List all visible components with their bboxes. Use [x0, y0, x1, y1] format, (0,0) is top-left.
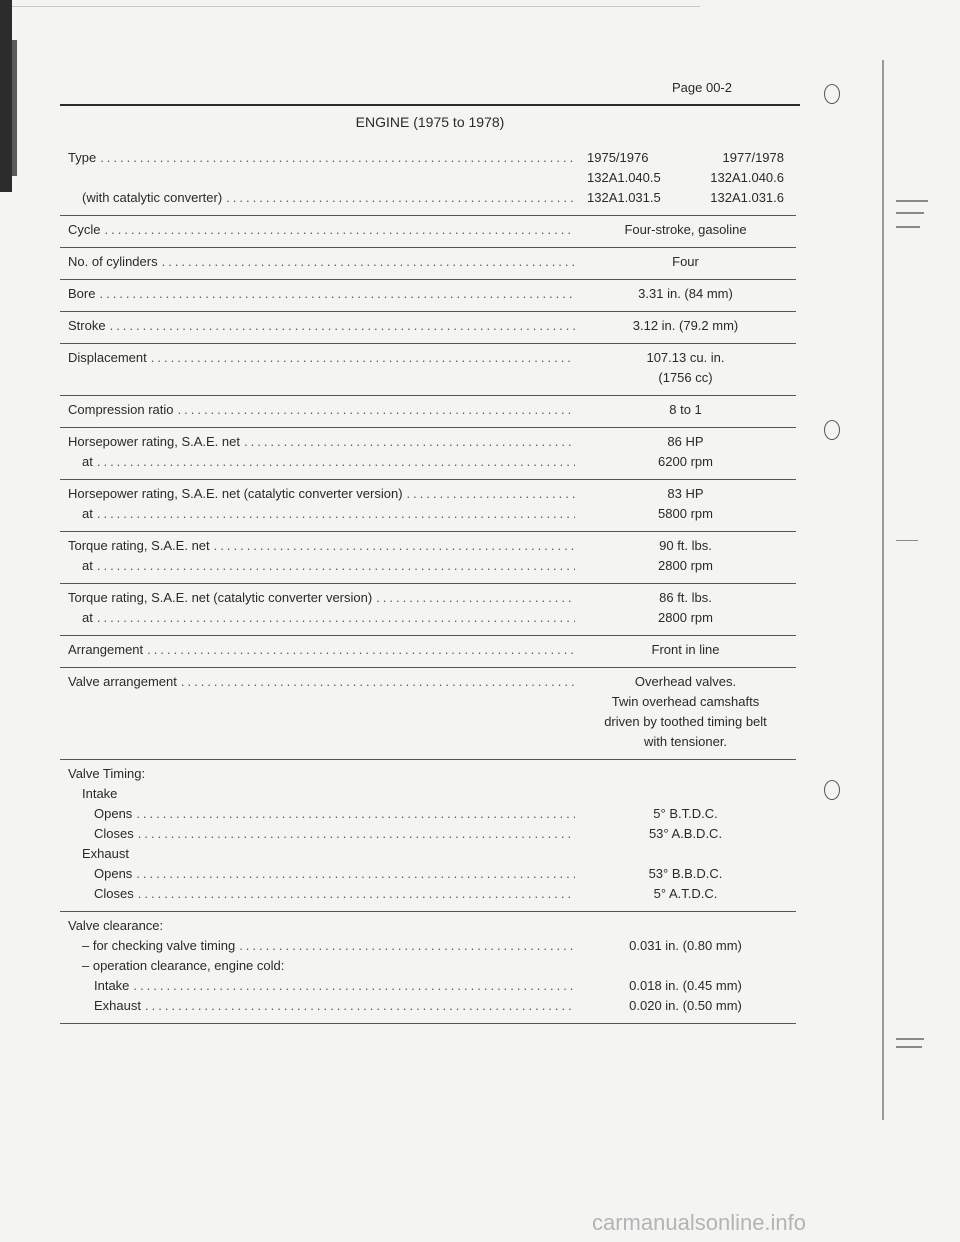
spec-value-text: [575, 916, 796, 936]
page-header: [60, 72, 800, 106]
spec-value: [575, 484, 796, 524]
leader-dots: [214, 536, 575, 556]
spec-value-text: Twin overhead camshafts: [611, 694, 760, 709]
spec-value-text: [575, 844, 796, 864]
spec-table: [60, 144, 796, 1024]
spec-label-line: [68, 400, 575, 420]
spec-label-text: Exhaust: [94, 998, 141, 1013]
spec-label: [60, 348, 575, 388]
spec-label-line: [68, 284, 575, 304]
spec-value-text: 5° A.T.D.C.: [653, 886, 718, 901]
spec-label: [60, 484, 575, 524]
spec-label-text: Bore: [68, 286, 96, 301]
spec-value-text: [575, 784, 796, 804]
spec-row-torque-cat: [60, 583, 796, 635]
spec-label: [60, 252, 575, 272]
spec-value-row: [575, 168, 796, 188]
spec-value-text: 5800 rpm: [658, 506, 713, 521]
spec-label: [60, 432, 575, 472]
leader-dots: [133, 976, 575, 996]
leader-dots: [162, 252, 575, 272]
scan-edge-mark: [896, 226, 920, 228]
spec-value: [575, 432, 796, 472]
spec-value-text: 53° A.B.D.C.: [648, 826, 723, 841]
scan-edge-mark: [896, 212, 924, 214]
spec-label-line: [68, 844, 575, 864]
spec-value-text: 8 to 1: [669, 402, 702, 417]
leader-dots: [145, 996, 575, 1016]
spec-value: [575, 536, 796, 576]
spec-label-line: [68, 672, 575, 692]
section-tab-marker-inner: [12, 40, 17, 176]
spec-label-text: at: [82, 610, 93, 625]
spec-label: [60, 640, 575, 660]
leader-dots: [97, 556, 575, 576]
spec-label-text: Valve clearance:: [68, 918, 164, 933]
scan-edge-mark: [896, 1038, 924, 1040]
scan-edge-mark: [896, 540, 918, 541]
spec-label-text: Cycle: [68, 222, 101, 237]
punch-hole: [824, 420, 840, 440]
spec-value-text: with tensioner.: [643, 734, 728, 749]
watermark: carmanualsonline.info: [592, 1210, 807, 1235]
spec-label-line: [68, 884, 575, 904]
spec-label-line: [68, 188, 575, 208]
leader-dots: [138, 884, 575, 904]
leader-dots: [178, 400, 576, 420]
leader-dots: [244, 432, 575, 452]
spec-label-line: [68, 916, 575, 936]
leader-dots: [97, 608, 575, 628]
leader-dots: [136, 804, 575, 824]
spec-label-line: [68, 348, 575, 368]
leader-dots: [151, 348, 575, 368]
spec-label-line: [68, 504, 575, 524]
spec-label-text: Opens: [94, 866, 133, 881]
leader-dots: [76, 168, 575, 188]
spec-label-line: [68, 956, 575, 976]
spec-label-line: [68, 148, 575, 168]
spec-label-text: Horsepower rating, S.A.E. net (catalytic converter version): [68, 486, 403, 501]
spec-label-text: Type: [68, 150, 97, 165]
spec-row-stroke: [60, 311, 796, 343]
spec-value-text: 132A1.040.6: [710, 170, 784, 185]
spec-value-text: Front in line: [651, 642, 720, 657]
spec-row-arrangement: [60, 635, 796, 667]
leader-dots: [149, 764, 575, 784]
spec-label-text: No. of cylinders: [68, 254, 158, 269]
spec-label-text: Intake: [82, 786, 118, 801]
punch-hole: [824, 780, 840, 800]
leader-dots: [97, 504, 575, 524]
spec-label-line: [68, 168, 575, 188]
spec-value-text: 86 HP: [667, 434, 704, 449]
binding-edge-line: [882, 60, 884, 1120]
spec-label-line: [68, 804, 575, 824]
spec-label-text: Compression ratio: [68, 402, 174, 417]
spec-label: [60, 764, 575, 904]
spec-label-line: [68, 608, 575, 628]
spec-value-text: 132A1.031.6: [710, 190, 784, 205]
spec-value-text: 6200 rpm: [658, 454, 713, 469]
spec-label-text: at: [82, 506, 93, 521]
spec-row-valve-clearance: [60, 911, 796, 1024]
leader-dots: [226, 188, 575, 208]
spec-row-bore: [60, 279, 796, 311]
leader-dots: [181, 672, 575, 692]
spec-label-line: [68, 936, 575, 956]
spec-label-text: at: [82, 558, 93, 573]
spec-value-text: 1977/1978: [722, 150, 784, 165]
spec-value-text: 0.031 in. (0.80 mm): [629, 938, 742, 953]
spec-label-line: [68, 784, 575, 804]
spec-row-hp: [60, 427, 796, 479]
spec-label-line: [68, 252, 575, 272]
spec-value-text: 90 ft. lbs.: [659, 538, 712, 553]
spec-value-text: [575, 956, 796, 976]
spec-label: [60, 148, 575, 208]
leader-dots: [288, 956, 575, 976]
spec-value-text: 0.020 in. (0.50 mm): [629, 998, 742, 1013]
leader-dots: [147, 640, 575, 660]
spec-label-line: [68, 640, 575, 660]
leader-dots: [376, 588, 575, 608]
leader-dots: [167, 916, 575, 936]
spec-label-text: Opens: [94, 806, 133, 821]
spec-label-text: Valve Timing:: [68, 766, 146, 781]
spec-value-text: 5° B.T.D.C.: [653, 806, 718, 821]
spec-value: [575, 220, 796, 240]
leader-dots: [105, 220, 575, 240]
spec-row-cylinders: [60, 247, 796, 279]
spec-label-text: Exhaust: [82, 846, 129, 861]
spec-label-line: [68, 764, 575, 784]
spec-label-text: Valve arrangement: [68, 674, 177, 689]
spec-value-text: 2800 rpm: [658, 558, 713, 573]
spec-label-line: [68, 484, 575, 504]
spec-label: [60, 588, 575, 628]
section-title: ENGINE (1975 to 1978): [355, 114, 505, 130]
spec-label-line: [68, 452, 575, 472]
spec-value: [575, 148, 796, 208]
spec-label-text: Torque rating, S.A.E. net (catalytic converter version): [68, 590, 373, 605]
spec-label-text: Arrangement: [68, 642, 144, 657]
spec-value: [575, 672, 796, 752]
spec-label-text: Closes: [94, 826, 134, 841]
spec-row-valve-arrangement: [60, 667, 796, 759]
spec-row-valve-timing: [60, 759, 796, 911]
spec-label-line: [68, 864, 575, 884]
spec-label-line: [68, 996, 575, 1016]
spec-value-text: 83 HP: [667, 486, 704, 501]
spec-row-hp-cat: [60, 479, 796, 531]
spec-label: [60, 284, 575, 304]
spec-label-text: at: [82, 454, 93, 469]
spec-value: [575, 764, 796, 904]
spec-value: [575, 916, 796, 1016]
spec-value: [575, 640, 796, 660]
leader-dots: [407, 484, 575, 504]
section-tab-marker: [0, 0, 12, 192]
leader-dots: [121, 784, 575, 804]
punch-hole: [824, 84, 840, 104]
spec-value-text: Overhead valves.: [634, 674, 737, 689]
spec-label: [60, 536, 575, 576]
scan-edge-mark: [896, 1046, 922, 1048]
spec-label-text: Displacement: [68, 350, 147, 365]
spec-label-text: Intake: [94, 978, 130, 993]
page-number: Page 00-2: [672, 80, 732, 95]
spec-label-line: [68, 536, 575, 556]
spec-value: [575, 316, 796, 336]
spec-value: [575, 588, 796, 628]
spec-label-line: [68, 316, 575, 336]
spec-label-line: [68, 824, 575, 844]
spec-value-text: Four-stroke, gasoline: [624, 222, 747, 237]
spec-label: [60, 220, 575, 240]
spec-label-text: Horsepower rating, S.A.E. net: [68, 434, 240, 449]
spec-value-text: 3.12 in. (79.2 mm): [632, 318, 739, 333]
spec-value-text: 0.018 in. (0.45 mm): [629, 978, 742, 993]
leader-dots: [110, 316, 575, 336]
spec-label: [60, 916, 575, 1016]
spec-value-text: 2800 rpm: [658, 610, 713, 625]
spec-value-text: driven by toothed timing belt: [604, 714, 767, 729]
scan-edge-mark: [896, 200, 928, 202]
spec-row-cycle: [60, 215, 796, 247]
spec-value-row: [575, 188, 796, 208]
spec-label-text: – for checking valve timing: [82, 938, 236, 953]
spec-row-displacement: [60, 343, 796, 395]
spec-value-row: [575, 148, 796, 168]
spec-value: [575, 252, 796, 272]
leader-dots: [138, 824, 575, 844]
spec-label: [60, 400, 575, 420]
spec-label-line: [68, 588, 575, 608]
spec-label-line: [68, 220, 575, 240]
spec-label: [60, 316, 575, 336]
spec-value-text: 86 ft. lbs.: [659, 590, 712, 605]
spec-value-text: Four: [672, 254, 699, 269]
spec-row-compression: [60, 395, 796, 427]
spec-value-text: 53° B.B.D.C.: [648, 866, 723, 881]
spec-label-line: [68, 976, 575, 996]
spec-label-text: (with catalytic converter): [82, 190, 223, 205]
spec-value-text: 3.31 in. (84 mm): [638, 286, 733, 301]
spec-value-text: 1975/1976: [587, 150, 649, 165]
spec-label: [60, 672, 575, 752]
spec-value: [575, 400, 796, 420]
spec-label-line: [68, 432, 575, 452]
leader-dots: [100, 148, 575, 168]
spec-label-text: Closes: [94, 886, 134, 901]
spec-value: [575, 348, 796, 388]
leader-dots: [99, 284, 575, 304]
spec-label-text: – operation clearance, engine cold:: [82, 958, 285, 973]
spec-label-text: Torque rating, S.A.E. net: [68, 538, 210, 553]
spec-label-text: [68, 168, 76, 188]
spec-row-torque: [60, 531, 796, 583]
leader-dots: [239, 936, 575, 956]
spec-value: [575, 284, 796, 304]
spec-label-text: Stroke: [68, 318, 106, 333]
scan-edge-line: [0, 6, 700, 7]
spec-value-text: 107.13 cu. in.: [646, 350, 725, 365]
spec-row-type: [60, 144, 796, 215]
spec-value-text: 132A1.031.5: [587, 190, 661, 205]
spec-value-text: [575, 764, 796, 784]
leader-dots: [133, 844, 575, 864]
spec-value-text: 132A1.040.5: [587, 170, 661, 185]
spec-label-line: [68, 556, 575, 576]
leader-dots: [97, 452, 575, 472]
leader-dots: [136, 864, 575, 884]
spec-value-text: (1756 cc): [658, 370, 713, 385]
